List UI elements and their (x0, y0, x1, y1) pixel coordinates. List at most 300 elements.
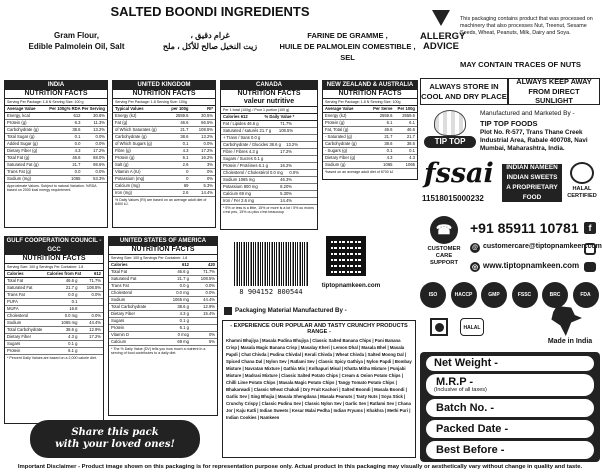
nutrition-cell: Trans Fat (111, 283, 129, 289)
nutrition-cell: - Sugars (g) (325, 148, 348, 154)
nutrition-cell: 6.1 (409, 120, 415, 126)
panel-head-cell: Calories (111, 262, 128, 268)
nutrition-cell (298, 142, 315, 148)
nutrition-cell: Carbohydrate / Glucides 38.6 g (223, 142, 281, 148)
nutrition-row (5, 334, 103, 341)
nutrition-cell: Fat, Total (g) (325, 127, 349, 133)
nutrition-panel (4, 236, 104, 424)
nutrition-cell: Saturated Fat (g) (7, 162, 39, 168)
panel-note: *based on an average adult diet of 8700 kJ (325, 170, 394, 175)
nutrition-row (5, 313, 103, 320)
storage-left-label: ALWAYS STORE IN COOL AND DRY PLACE (421, 82, 507, 101)
nutrition-row (323, 155, 417, 162)
nutrition-cell: 66.5% (201, 120, 213, 126)
nutrition-cell (269, 135, 292, 141)
nutrition-row (5, 327, 103, 334)
nutrition-cell: Carbohydrate (g) (115, 134, 147, 140)
nutrition-cell: Protein / Protéines 6.1 g (223, 163, 268, 169)
panel-note: * 5% or less is a little, 15% or more is a lot / 5% ou moins c'est peu, 15% ou plus c'est beaucoup (223, 206, 314, 215)
nutrition-row (113, 190, 215, 197)
panel-head-row (323, 106, 417, 113)
batch-no-label: Batch No. - (436, 402, 495, 414)
nutrition-cell: 0 mcg (177, 332, 189, 338)
batch-no-field (426, 399, 594, 417)
ingredients-ar: غرام دقيق ، زيت النخيل صالح للأكل ، ملح (162, 31, 258, 51)
nutrition-cell: Protein (g) (325, 120, 345, 126)
product-range-box (222, 320, 416, 458)
nutrition-cell: 38.6 g (177, 304, 189, 310)
nutrition-cell: 44.4% (203, 297, 215, 303)
nutrition-cell: Carbohydrate (g) (325, 141, 357, 147)
nutrition-cell: 15.4% (203, 311, 215, 317)
nutrition-cell: 0.0 mg (64, 313, 78, 319)
nutrition-row (113, 127, 215, 134)
nutrition-cell (78, 341, 102, 347)
nutrition-cell: 0.0% (205, 290, 215, 296)
nutrition-row (109, 339, 217, 346)
headset-icon: ☎ (430, 216, 458, 244)
nutrition-row (5, 348, 103, 355)
nutrition-cell (292, 191, 315, 197)
nutrition-cell: 71.7% (89, 278, 101, 284)
nutrition-cell: 0.1 (182, 141, 189, 147)
nutrition-row (113, 169, 215, 176)
nutrition-cell: 2559.6 (379, 113, 393, 119)
brc-badge-icon: BRC (542, 282, 568, 308)
product-range-title: - EXPERIENCE OUR POPULAR AND TASTY CRUNCHY PRODUCTS RANGE - (230, 323, 408, 335)
nutrition-cell: Saturated / saturés 21.7 g (223, 128, 272, 134)
nutrition-cell: 17.2% (280, 149, 292, 155)
nutrition-row (5, 278, 103, 285)
panel-region-header: UNITED KINGDOM (113, 81, 215, 90)
nutrition-row (5, 113, 107, 120)
nutrition-cell: Dietary Fiber (g) (325, 155, 356, 161)
fssai-logo: fssai (424, 158, 494, 189)
nutrition-row (113, 183, 215, 190)
nutrition-row (109, 311, 217, 318)
nutrition-cell: 71.7% (203, 269, 215, 275)
nutrition-cell: 1065 mg (61, 320, 78, 326)
material-icon (224, 307, 232, 315)
nutrition-cell: Calcium (mg) (115, 183, 140, 189)
nutrition-cell: 1065 mg (172, 297, 189, 303)
panel-head-cell: Average Value (7, 106, 36, 112)
nutrition-row (221, 149, 317, 156)
nutrition-cell: 38.6 (406, 141, 415, 147)
panel-note: * Percent Daily Values are based on a 2,000 calorie diet. (7, 356, 97, 361)
nutrition-cell (292, 149, 315, 155)
nutrition-cell: Sugars / Sucres 0.1 g (223, 156, 264, 162)
nutrition-cell: 4.3 g (68, 334, 78, 340)
nutrition-cell: Energy (kJ) (115, 113, 137, 119)
nutrition-cell: Fibre / Fibres 4.3 g (223, 149, 259, 155)
panel-title: NUTRITION FACTS valeur nutritive (221, 90, 317, 107)
nutrition-cell: Cholesterol (7, 313, 29, 319)
allergy-text: This packaging contains product that was processed on machinery that also processes Nut, Treenut, Sesame Seeds, Wheat, Peanuts, Milk, Dairy and Soya. (460, 16, 593, 36)
nutrition-cell (293, 128, 315, 134)
nutrition-row (113, 155, 215, 162)
panel-note: % Daily Values (RI) are based on an average adult diet of 8400 kJ. (115, 198, 207, 207)
panel-region-header: CANADA (221, 81, 317, 90)
share-text: Share this pack with your loved ones! (55, 427, 175, 450)
panel-head-cell: % Daily Value * (264, 114, 295, 120)
nutrition-cell: of Which Sugars (g) (115, 141, 153, 147)
customer-care-block (424, 216, 464, 274)
haccp-badge-icon: HACCP (451, 282, 477, 308)
nutrition-row (221, 163, 317, 170)
nutrition-row (5, 285, 103, 292)
panel-head-cell: RI* (207, 106, 213, 112)
nutrition-cell: 0% (208, 332, 215, 338)
nutrition-cell: 44.4% (89, 320, 101, 326)
nutrition-row (113, 176, 215, 183)
panel-region-header: UNITED STATES OF AMERICA (109, 237, 217, 246)
panel-serving: Serving Size: 100 g Servings Per Container: 1.8 (5, 264, 103, 271)
nutrition-row (5, 341, 103, 348)
nutrition-row (5, 127, 107, 134)
nutrition-cell: 13.2% (93, 127, 105, 133)
panel-head-cell: Calories (7, 271, 24, 277)
nutrition-cell: Vitamin D (111, 332, 130, 338)
nutrition-row (323, 141, 417, 148)
nutrition-cell: 2.6 (182, 190, 189, 196)
panel-serving: Serving Per Package: 1.8 N Serving Size: 100g (323, 99, 417, 106)
panel-region-header: NEW ZEALAND & AUSTRALIA (323, 81, 417, 90)
nutrition-cell: 4.3 g (179, 311, 189, 317)
customer-care-label: CUSTOMER CARE SUPPORT (427, 246, 461, 266)
barcode-number: 8 904152 800544 (239, 288, 303, 296)
nutrition-cell: 71.7% (280, 121, 292, 127)
qr-url: tiptopnamkeen.com (321, 282, 381, 289)
nutrition-cell (78, 348, 102, 354)
nutrition-row (109, 290, 217, 297)
nutrition-cell: 98.6% (93, 162, 105, 168)
nutrition-cell: MUFA (7, 306, 19, 312)
nutrition-cell: 0.0% (95, 134, 105, 140)
nutrition-cell: 30.6% (93, 113, 105, 119)
globe-icon: ◎ (471, 264, 479, 271)
nutrition-cell: 6.1 g (68, 348, 78, 354)
panel-title: NUTRITION FACTS (323, 90, 417, 99)
manufacturer-name: TIP TOP FOODS (480, 119, 538, 128)
nutrition-cell: 5% (208, 339, 215, 345)
nutrition-cell (299, 170, 315, 176)
nutrition-cell: 0.0 g (179, 283, 189, 289)
iso-badge-icon: ISO (420, 282, 446, 308)
mrp-label: M.R.P - (436, 376, 474, 388)
nutrition-row (323, 127, 417, 134)
nutrition-panel (220, 80, 318, 230)
nutrition-cell: Sugars (7, 341, 21, 347)
gmp-badge-icon: GMP (481, 282, 507, 308)
nutrition-cell: 12.9% (203, 304, 215, 310)
nutrition-cell: 6.1 (182, 155, 189, 161)
nutrition-cell: 16.2% (201, 155, 213, 161)
facebook-icon[interactable]: f (584, 222, 596, 234)
nutrition-cell: Energy, kcal (7, 113, 30, 119)
nutrition-cell: 46.6 g (65, 278, 78, 284)
nutrition-panel (322, 80, 418, 180)
nutrition-cell: 69 mg (177, 339, 189, 345)
halal-icon (570, 162, 594, 184)
barcode-block (230, 236, 312, 302)
nutrition-cell: 46.6 (384, 127, 393, 133)
nutrition-cell: Total Sugar (g) (7, 134, 35, 140)
panel-head-cell: 612 (94, 271, 101, 277)
panel-head-cell: Typical Values (115, 106, 144, 112)
nutrition-panel (112, 80, 216, 228)
panel-head-cell: Per Serve (373, 106, 393, 112)
website-url[interactable]: www.tiptopnamkeen.com (483, 261, 580, 270)
nutrition-row (221, 142, 317, 149)
nutrition-cell: 0.1 (74, 134, 81, 140)
nutrition-cell: 38.6 (384, 141, 393, 147)
nutrition-cell: Calcium 69 mg (223, 191, 251, 197)
nutrition-cell: + Trans / trans 0.0 g (223, 135, 261, 141)
nutrition-cell: 21.7 (384, 134, 393, 140)
nutrition-cell: Saturated Fat (111, 276, 137, 282)
allergy-title: ALLERGY ADVICE (420, 31, 466, 52)
nutrition-row (5, 299, 103, 306)
nutrition-cell: Protein (111, 325, 125, 331)
nutrition-cell (292, 198, 315, 204)
nutrition-cell: 0.0 (74, 141, 81, 147)
fssc-badge-icon: FSSC (512, 282, 538, 308)
ingredients-en: Gram Flour, Edible Palmolein Oil, Salt (28, 31, 125, 51)
nutrition-row (109, 332, 217, 339)
storage-sunlight (508, 78, 600, 105)
nutrition-cell: 108.5% (200, 276, 215, 282)
manufacturer-address: Plot No. R-577, Trans Thane Creek Industrial Area, Rabale 400708, Navi Mumbai, Maharashtra, India. (480, 129, 588, 152)
nutrition-cell: 0.0 (74, 169, 81, 175)
manufacturer-logo (424, 110, 476, 152)
fda-badge-icon: FDA (573, 282, 599, 308)
email-address[interactable]: customercare@tiptopnamkeen.com (483, 243, 602, 250)
nutrition-cell: 16.8 (69, 306, 78, 312)
nutrition-row (221, 135, 317, 142)
panel-note: Approximate Values. Subject to natural Variation. %RDA based on 2000 kcal energy requirement. (7, 184, 97, 193)
nutrition-cell: Sodium (7, 320, 22, 326)
nutrition-cell: 38.6 (180, 134, 189, 140)
nutrition-cell: 21.7 (406, 134, 415, 140)
batch-panel (420, 352, 600, 462)
instagram-icon[interactable] (584, 243, 596, 255)
nutrition-row (221, 128, 317, 135)
panel-title: NUTRITION FACTS (109, 246, 217, 255)
youtube-icon[interactable] (584, 262, 596, 272)
panel-head-cell: 612 (182, 262, 189, 268)
nutrition-cell: 14.4% (201, 190, 213, 196)
panel-title: NUTRITION FACTS (5, 255, 103, 264)
nutrition-cell: Trans Fat (g) (7, 169, 32, 175)
nutrition-row (323, 113, 417, 120)
nutrition-row (221, 184, 317, 191)
nutrition-cell (78, 306, 102, 312)
nutrition-row (5, 120, 107, 127)
nutrition-row (113, 162, 215, 169)
nutrition-cell: Protein (7, 348, 21, 354)
nutrition-cell: Potassium (mg) (115, 176, 145, 182)
packed-date-label: Packed Date - (436, 423, 509, 435)
nutrition-row (5, 155, 107, 162)
tiptop-logo-text: TIP TOP (424, 136, 476, 148)
panel-head-cell: per 100g (171, 106, 189, 112)
qr-code[interactable] (326, 236, 366, 276)
nutrition-cell: 2559.6 (402, 113, 415, 119)
nutrition-cell: Fibre (g) (115, 148, 131, 154)
nutrition-cell: Total Fat (g) (7, 155, 30, 161)
nutrition-row (5, 141, 107, 148)
nutrition-cell: 17.2% (89, 334, 101, 340)
nutrition-cell: Fat (g) (115, 120, 128, 126)
nutrition-cell: 0 (186, 176, 189, 182)
nutrition-cell: 53.3% (93, 176, 105, 182)
nutrition-cell: Protein (g) (7, 120, 27, 126)
panel-head-row (113, 106, 215, 113)
manufacturer-label: Manufactured and Marketed By - (480, 110, 575, 117)
net-weight-label: Net Weight - (434, 357, 498, 369)
panel-head-cell: Calories from Fat (46, 271, 82, 277)
allergy-traces: MAY CONTAIN TRACES OF NUTS (460, 60, 581, 69)
nutrition-row (109, 269, 217, 276)
nutrition-row (113, 120, 215, 127)
nutrition-row (323, 148, 417, 155)
storage-cool-dry (420, 78, 508, 105)
nutrition-cell (189, 318, 215, 324)
nutrition-row (323, 120, 417, 127)
email-icon: @ (470, 243, 480, 253)
nutrition-cell: Iron (mg) (115, 190, 132, 196)
nutrition-cell: 0% (206, 176, 213, 182)
nutrition-cell: 108.5% (278, 128, 294, 134)
panel-title: NUTRITION FACTS (113, 90, 215, 99)
nutrition-cell (292, 156, 315, 162)
nutrition-cell (292, 177, 315, 183)
nutrition-cell: Vitamin A (IU) (115, 169, 141, 175)
nutrition-cell: 4.3 (409, 155, 415, 161)
nutrition-cell: Dietary Fiber (g) (7, 148, 38, 154)
panel-region-header: GULF COOPERATION COUNCIL -GCC (6, 238, 102, 253)
panel-region-header: INDIA (5, 81, 107, 90)
disclaimer: Important Disclaimer - Product image shown on this packaging is for representation purpose only. Actual product in this packaging may visually or aesthetically vary without change in quality and taste. (17, 464, 583, 470)
nutrition-cell: PUFA (7, 299, 18, 305)
nutrition-cell: 21.7 (180, 127, 189, 133)
panel-serving: Per 1 bowl (100g) / Pour 1 portion (100 g) (221, 107, 317, 114)
nutrition-row (221, 156, 317, 163)
ingredients-title: SALTED BOONDI INGREDIENTS (110, 4, 310, 19)
panel-head-row (109, 262, 217, 269)
nutrition-cell (292, 121, 315, 127)
nutrition-cell: 12.9% (89, 327, 101, 333)
nutrition-cell: 17.2% (201, 148, 213, 154)
nutrition-row (113, 134, 215, 141)
nutrition-cell: Trans Fat (7, 292, 25, 298)
nutrition-cell: 1065 (71, 176, 81, 182)
nutrition-cell (292, 184, 315, 190)
nutrition-row (109, 325, 217, 332)
nutrition-row (221, 191, 317, 198)
nutrition-cell: Energy (kJ) (325, 113, 347, 119)
kids-mascot-icon (434, 110, 466, 136)
nutrition-cell: 0.0% (289, 170, 299, 176)
nutrition-cell: 11.3% (93, 120, 105, 126)
ingredients-section (0, 0, 420, 76)
nutrition-row (5, 306, 103, 313)
nutrition-cell: 108.5% (86, 285, 101, 291)
nutrition-cell: Sugars (111, 318, 125, 324)
nutrition-cell: Potassium 800 mg (223, 184, 258, 190)
share-banner (30, 420, 200, 458)
nutrition-cell: 30.5% (201, 113, 213, 119)
nutrition-cell: 0.0 mg (176, 290, 189, 296)
nutrition-cell: 46.6 (72, 155, 81, 161)
halal-text: HALAL CERTIFIED (567, 186, 597, 199)
nutrition-cell: Total Fat (111, 269, 128, 275)
indian-nameen-text: INDIAN NAMEEN INDIAN SWEETS A PROPRIETARY FOOD (506, 164, 558, 201)
nutrition-cell: 2559.6 (175, 113, 189, 119)
nutrition-cell: Saturated Fat (7, 285, 33, 291)
nutrition-cell: 108.5% (198, 127, 213, 133)
nutrition-cell: 6.1 (386, 120, 393, 126)
nutrition-cell: Calcium (111, 339, 127, 345)
nutrition-cell: Protein (g) (115, 155, 135, 161)
nutrition-cell: 21.7 (72, 162, 81, 168)
nutrition-cell: 0.1 (386, 148, 393, 154)
nutrition-cell: 3% (206, 162, 213, 168)
nutrition-cell: Sodium (111, 297, 126, 303)
panel-serving: Serving Per Package: 1.8 Serving Size: 100g (113, 99, 215, 106)
nutrition-row (221, 121, 317, 128)
nutrition-cell: Sodium (g) (325, 162, 346, 168)
nutrition-cell: 21.7 g (177, 276, 189, 282)
nutrition-cell: 0.0% (205, 283, 215, 289)
nutrition-row (323, 134, 417, 141)
nutrition-cell (269, 156, 292, 162)
nutrition-row (113, 113, 215, 120)
nutrition-row (5, 176, 107, 183)
nutrition-cell (189, 325, 215, 331)
panel-head-row (5, 106, 107, 113)
nutrition-cell: Iron / Fer 2.6 mg (223, 198, 254, 204)
nutrition-cell: Carbohydrate (g) (7, 127, 39, 133)
nutrition-cell: Sodium (mg) (7, 176, 31, 182)
nutrition-cell: Added Sugar (g) (7, 141, 38, 147)
nutrition-cell: 46.6 (406, 127, 415, 133)
nutrition-cell: 0.1 (71, 299, 78, 305)
panel-head-cell (294, 114, 315, 120)
product-range-list: Khamni Bhujiya | Masala Pudina Bhujiya | Classic Salted Banana Chips | Pani Banana Crisp | Masala Magic Banana Crisp | Masalay Kheri | Lemon Dhal | Masala Bhel | Masala Papdi | Chat Chivda | Pudina Chivdal | Kerali Chivda | Wheat Chivda | Salted Moong Dal | Spiced Chana Dal | Nylon Sev | Ratlami Sev | Classic Spicy Gathiya | Nylon Papdi | Bombay Mixture | Navratan Mixture | Gathia Mix | Kolhapuri Misal | Khatta Mitha Mixture | Punjabi Mixture | Madrasi Mixture | Classic Salted Potato Chips | Cream & Onion Potato Chips | Chilli Lime Potato Chips | Masala Magic Potato Chips | Tangy Tomato Potato Chips | Bhakarwadi | Classic Wheat Chakali | Dry Fruit Kachori | Salted Boondi | Masala Boondi | Garlic Sev | Sing Bhujia | Masala Shengdana | Masala Peanuts | Tasty Nuts | Soya Stick | Crunchy Crispy | Classic Pudina Sev | Classic Nylon Sev | Garlic Sev | Ratlami Sev | Chana Jor | Kaju Katli | Indian Sweets | Kesar Malai Pedha | Indian Fryums | Khakhra | Methi Puri | Indian Cookies | Namkeen (226, 338, 412, 420)
nutrition-cell: 14.4% (280, 198, 292, 204)
nutrition-row (113, 141, 215, 148)
nutrition-cell: 0.1 g (179, 318, 189, 324)
nutrition-cell: 8.20% (280, 184, 292, 190)
nutrition-cell: 38.6 g (65, 327, 78, 333)
ingredients-fr: FARINE DE GRAMME , HUILE DE PALMOLEIN COMESTIBLE , SEL (279, 31, 416, 62)
nutrition-cell: 46.6 (180, 120, 189, 126)
nutrition-cell: 6.3 (74, 120, 81, 126)
panel-serving: Serving Size: 100 g Servings Per Container: 1.8 (109, 255, 217, 262)
panel-head-cell: Average Value (325, 106, 354, 112)
nutrition-cell: 2.6 (182, 162, 189, 168)
nutrition-row (109, 283, 217, 290)
nutrition-cell: 38.6 (72, 127, 81, 133)
nutrition-cell (78, 299, 102, 305)
nutrition-cell (292, 135, 315, 141)
phone-number[interactable]: +91 85911 10781 (470, 220, 579, 236)
nutrition-row (221, 177, 317, 184)
nutrition-cell: - Saturated (g) (325, 134, 352, 140)
best-before-field (426, 441, 594, 459)
